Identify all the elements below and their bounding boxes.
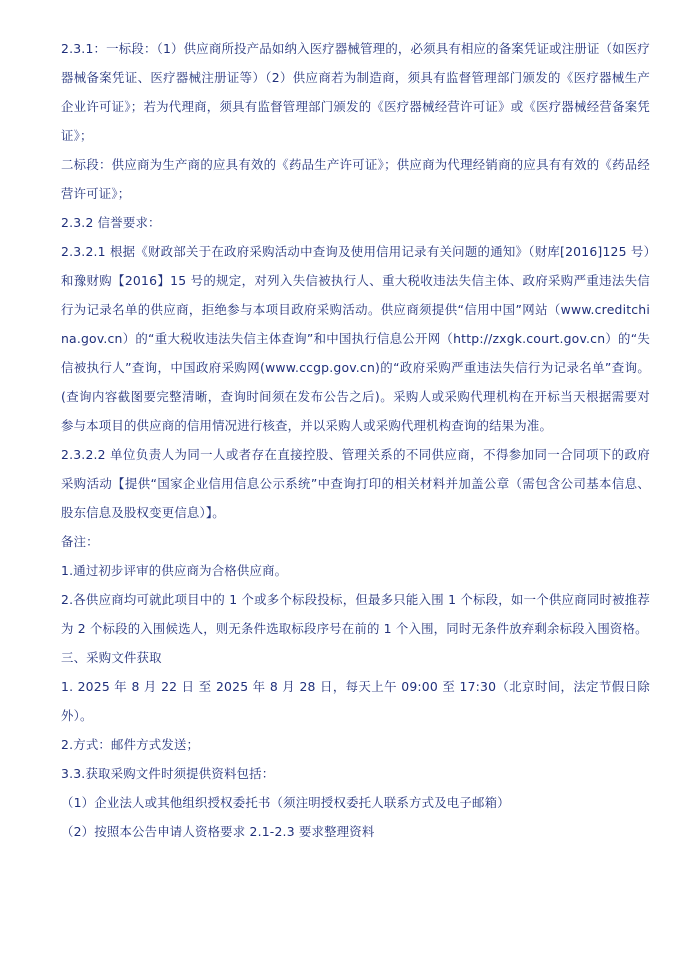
obtain-time: 1. 2025 年 8 月 22 日 至 2025 年 8 月 28 日，每天上午 09:00 至 17:30（北京时间，法定节假日除外）。 [61, 679, 650, 723]
heading-remarks: 备注： [61, 534, 99, 549]
paragraph-credit-query: 2.3.2.1 根据《财政部关于在政府采购活动中查询及使用信用记录有关问题的通知》（财库[2016]125 号）和豫财购【2016】15 号的规定，对列入失信被执行人、重大税收违法失信主体、政府采购严重违法失信行为记录名单的供应商，拒绝参与本项目政府采购活动。供应商须提供“信用中国”网站（www.creditchina.gov.cn）的“重大税收违法失信主体查询”和中国执行信息公开网（http://zxgk.court.gov.cn）的“失信被执行人”查询，中国政府采购网(www.ccgp.gov.cn)的“政府采购严重违法失信行为记录名单”查询。(查询内容截图要完整清晰，查询时间须在发布公告之后)。采购人或采购代理机构在开标当天根据需要对参与本项目的供应商的信用情况进行核查，并以采购人或采购代理机构查询的结果为准。 [61, 244, 650, 433]
remark-item-2: 2.各供应商均可就此项目中的 1 个或多个标段投标，但最多只能入围 1 个标段，如一个供应商同时被推荐为 2 个标段的入围候选人，则无条件选取标段序号在前的 1 个入围，同时无条件放弃剩余标段入围资格。 [61, 592, 650, 636]
material-item-1: （1）企业法人或其他组织授权委托书（须注明授权委托人联系方式及电子邮箱） [61, 795, 510, 810]
paragraph-related-suppliers: 2.3.2.2 单位负责人为同一人或者存在直接控股、管理关系的不同供应商，不得参加同一合同项下的政府采购活动【提供“国家企业信用信息公示系统”中查询打印的相关材料并加盖公章（需包含公司基本信息、股东信息及股权变更信息）】。 [61, 447, 650, 520]
material-item-2: （2）按照本公告申请人资格要求 2.1-2.3 要求整理资料 [61, 824, 375, 839]
paragraph-lot1-requirements: 2.3.1：一标段：（1）供应商所投产品如纳入医疗器械管理的，必须具有相应的备案凭证或注册证（如医疗器械备案凭证、医疗器械注册证等）（2）供应商若为制造商，须具有监督管理部门颁发的《医疗器械生产企业许可证》；若为代理商，须具有监督管理部门颁发的《医疗器械经营许可证》或《医疗器械经营备案凭证》； [61, 41, 650, 143]
heading-credit-requirements: 2.3.2 信誉要求： [61, 215, 161, 230]
heading-obtain-documents: 三、采购文件获取 [61, 650, 162, 665]
obtain-materials-heading: 3.3.获取采购文件时须提供资料包括： [61, 766, 275, 781]
paragraph-lot2-requirements: 二标段：供应商为生产商的应具有效的《药品生产许可证》；供应商为代理经销商的应具有有效的《药品经营许可证》； [61, 157, 650, 201]
obtain-method: 2.方式：邮件方式发送； [61, 737, 200, 752]
remark-item-1: 1.通过初步评审的供应商为合格供应商。 [61, 563, 288, 578]
